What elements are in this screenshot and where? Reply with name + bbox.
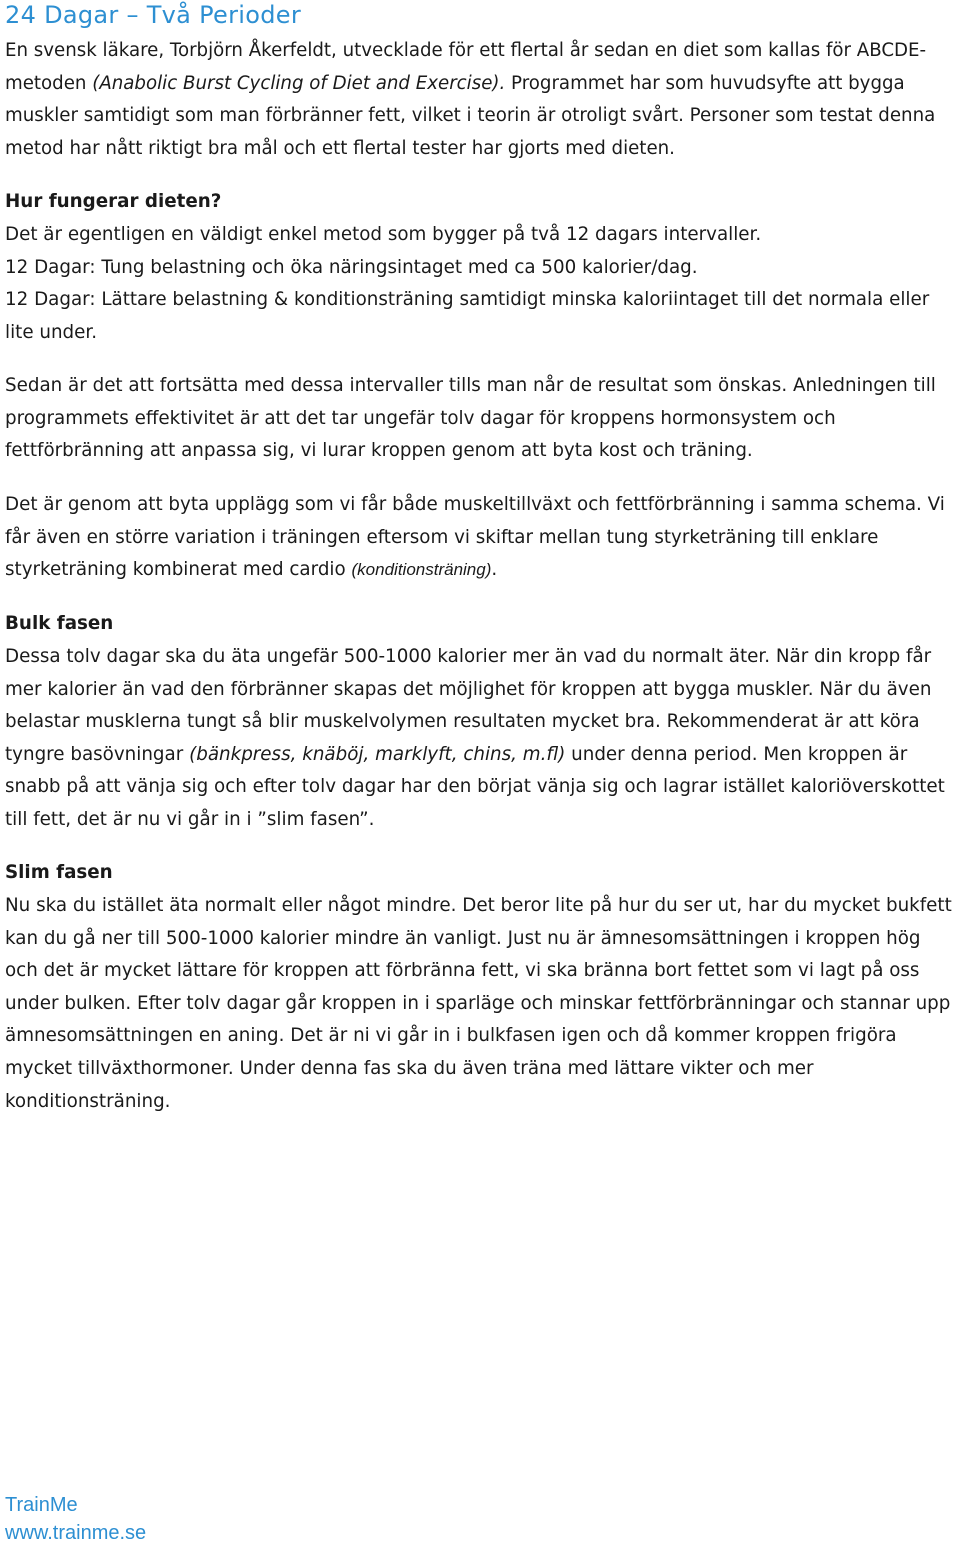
switch-paragraph (5, 489, 957, 587)
how-line: 12 Dagar: Lättare belastning & konditionsträning samtidigt minska kaloriintaget till det normala eller lite under. (5, 289, 930, 343)
page-title: 24 Dagar – Två Perioder (5, 1, 301, 29)
footer-url-link[interactable]: www.trainme.se (5, 1522, 147, 1544)
how-line: Det är egentligen en väldigt enkel metod som bygger på två 12 dagars intervaller. (5, 224, 762, 245)
slim-heading: Slim fasen (5, 862, 113, 883)
bulk-exercises: (bänkpress, knäböj, marklyft, chins, m.fl) (189, 743, 566, 765)
intro-text-end: Programmet har som huvudsyfte att bygga muskler samtidigt som man förbränner fett, vilket i teorin är otroligt svårt. Personer som testat denna metod har nått riktigt bra mål och ett flertal tester har gjorts med dieten. (5, 72, 936, 159)
slim-paragraph: Nu ska du istället äta normalt eller något mindre. Det beror lite på hur du ser ut, har du mycket bukfett kan du gå ner till 500-1000 kalorier mindre än vanligt. Just nu är ämnesomsättningen i kroppen hög och det är mycket lättare för kroppen att förbränna fett, vi ska bränna bort fettet som vi lagt på oss under bulken. Efter tolv dagar går kroppen in i sparläge och minskar fettförbränningar och stannar upp ämnesomsättningen en aning. Det är ni vi går in i bulkfasen igen och då kommer kroppen frigöra mycket tillväxthormoner. Under denna fas ska du även träna med lättare vikter och mer konditionsträning. (5, 895, 952, 1112)
how-list (5, 219, 957, 349)
bulk-text-start: Dessa tolv dagar ska du äta ungefär 500-1000 kalorier mer än vad du normalt äter. När din kropp får mer kalorier än vad den förbränner skapas det möjlighet för kroppen att bygga muskler. När du även belastar musklerna tungt så blir muskelvolymen resultaten mycket bra. Rekommenderat är att köra tyngre basövningar (5, 646, 932, 765)
how-line: 12 Dagar: Tung belastning och öka näringsintaget med ca 500 kalorier/dag. (5, 256, 698, 278)
switch-text: Det är genom att byta upplägg som vi får både muskeltillväxt och fettförbränning i samma schema. Vi får även en större variation i träningen eftersom vi skiftar mellan tung styrketräning till enklare styrketräning kombinerat med cardio (5, 494, 945, 581)
intro-paragraph (5, 35, 957, 165)
how-heading: Hur fungerar dieten? (5, 191, 222, 212)
switch-period: . (491, 559, 498, 581)
continue-paragraph: Sedan är det att fortsätta med dessa intervaller tills man når de resultat som önskas. Anledningen till programmets effektivitet är att det tar ungefär tolv dagar för kroppens hormonsystem och fettförbränning att anpassa sig, vi lurar kroppen genom att byta kost och träning. (5, 375, 936, 462)
intro-italic-abbreviation: (Anabolic Burst Cycling of Diet and Exercise). (92, 72, 506, 94)
bulk-text-end: under denna period. Men kroppen är snabb på att vänja sig och efter tolv dagar har den börjat vänja sig och lagrar istället kaloriöverskottet till fett, det är nu vi går in i ”slim fasen”. (5, 743, 945, 830)
intro-text-start: En svensk läkare, Torbjörn Åkerfeldt, utvecklade för ett flertal år sedan en diet som kallas för ABCDE-metoden (5, 40, 927, 94)
bulk-paragraph (5, 641, 957, 837)
footer-brand: TrainMe (5, 1494, 78, 1516)
switch-parenthetical: (konditionsträning) (351, 560, 492, 580)
bulk-heading: Bulk fasen (5, 613, 114, 634)
